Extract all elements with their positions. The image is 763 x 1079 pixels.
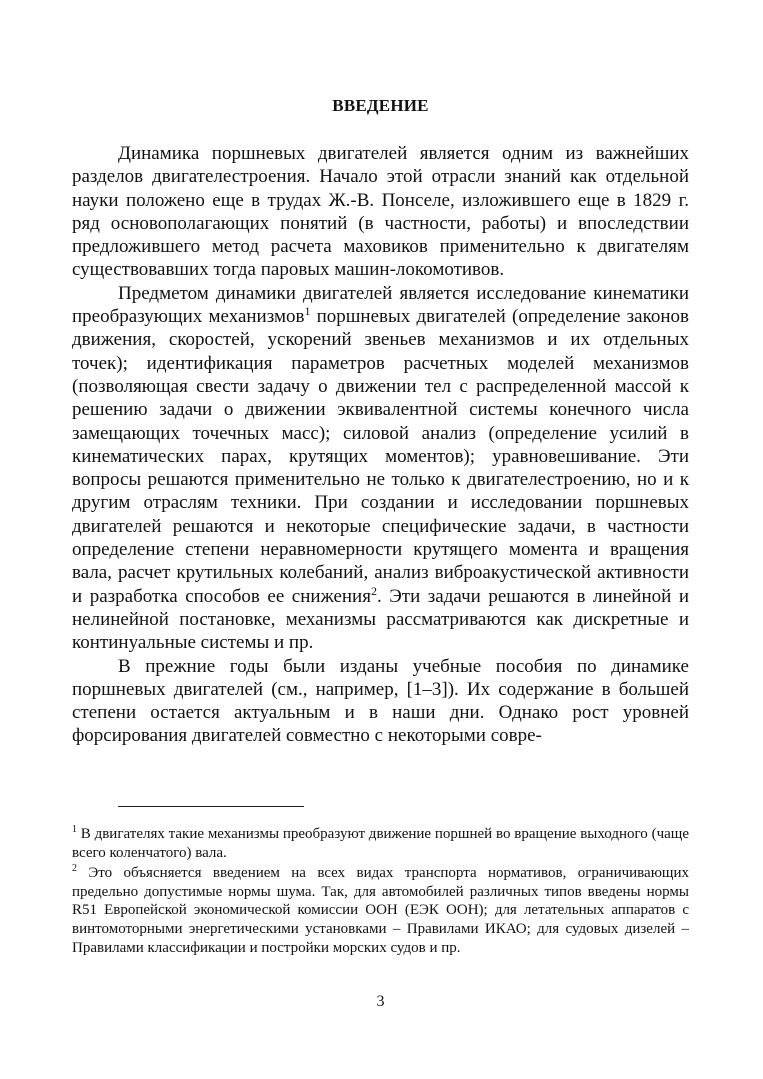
footnote-ref-2[interactable]: 2 [370,583,377,598]
footnote-ref-1[interactable]: 1 [304,304,311,319]
paragraph-2 [72,282,689,655]
main-text [72,142,689,748]
footnotes [72,825,689,959]
footnote-mark-1: 1 [72,824,77,835]
footnote-1 [72,825,689,862]
page-number: 3 [376,993,385,1010]
footnote-1-text: В двигателях такие механизмы преобразуют движение поршней во вращение выходного (чаще всего коленчатого) вала. [72,826,689,861]
footnote-mark-2: 2 [72,863,77,875]
paragraph-2-part-a: Предметом динамики двигателей является исследование кинематики преобразующих механизмов [72,282,689,328]
paragraph-2-part-b: поршневых двигателей (определение законов движения, скоростей, ускорений звеньев механизмов и их отдельных точек); идентификация параметров расчетных моделей механизмов (позволяющая свести задачу о движении тел с распределенной массой к решению задачи о движении эквивалентной системы конечного числа замещающих точечных масс); силовой анализ (определение усилий в кинематических парах, крутящих моментов); уравновешивание. Эти вопросы решаются применительно не только к двигателестроению, но и к другим отраслям техники. При создании и исследовании поршневых двигателей решаются и некоторые специфические задачи, в частности определение степени неравномерности крутящего момента и вращения вала, расчет крутильных колебаний, анализ виброакустической активности и разработка способов ее снижения [72,306,689,607]
footnote-divider [118,806,304,807]
paragraph-2-part-c: . Эти задачи решаются в линейной и нелинейной постановке, механизмы рассматриваются как дискретные и континуальные системы и пр. [72,585,689,654]
paragraph-3: В прежние годы были изданы учебные пособия по динамике поршневых двигателей (см., например, [1–3]). Их содержание в большей степени остается актуальным и в наши дни. Однако рост уровней форсирования двигателей совместно с некоторыми совре- [72,655,689,747]
paragraph-1: Динамика поршневых двигателей является одним из важнейших разделов двигателестроения. Начало этой отрасли знаний как отдельной науки положено еще в трудах Ж.-В. Понселе, изложившего еще в 1829 г. ряд основополагающих понятий (в частности, работы) и впоследствии предложившего метод расчета маховиков применительно к двигателям существовавших тогда паровых машин-локомотивов. [72,143,689,281]
footnote-2 [72,864,689,957]
footnote-2-text: Это объясняется введением на всех видах транспорта нормативов, ограничивающих предельно допустимые нормы шума. Так, для автомобилей различных типов введены нормы R51 Европейской экономической комиссии ООН (ЕЭК ООН); для летательных аппаратов с винтомоторными энергетическими установками – Правилами ИКАО; для судовых дизелей – Правилами классификации и постройки морских судов и пр. [72,865,689,956]
chapter-title: ВВЕДЕНИЕ [332,96,429,115]
